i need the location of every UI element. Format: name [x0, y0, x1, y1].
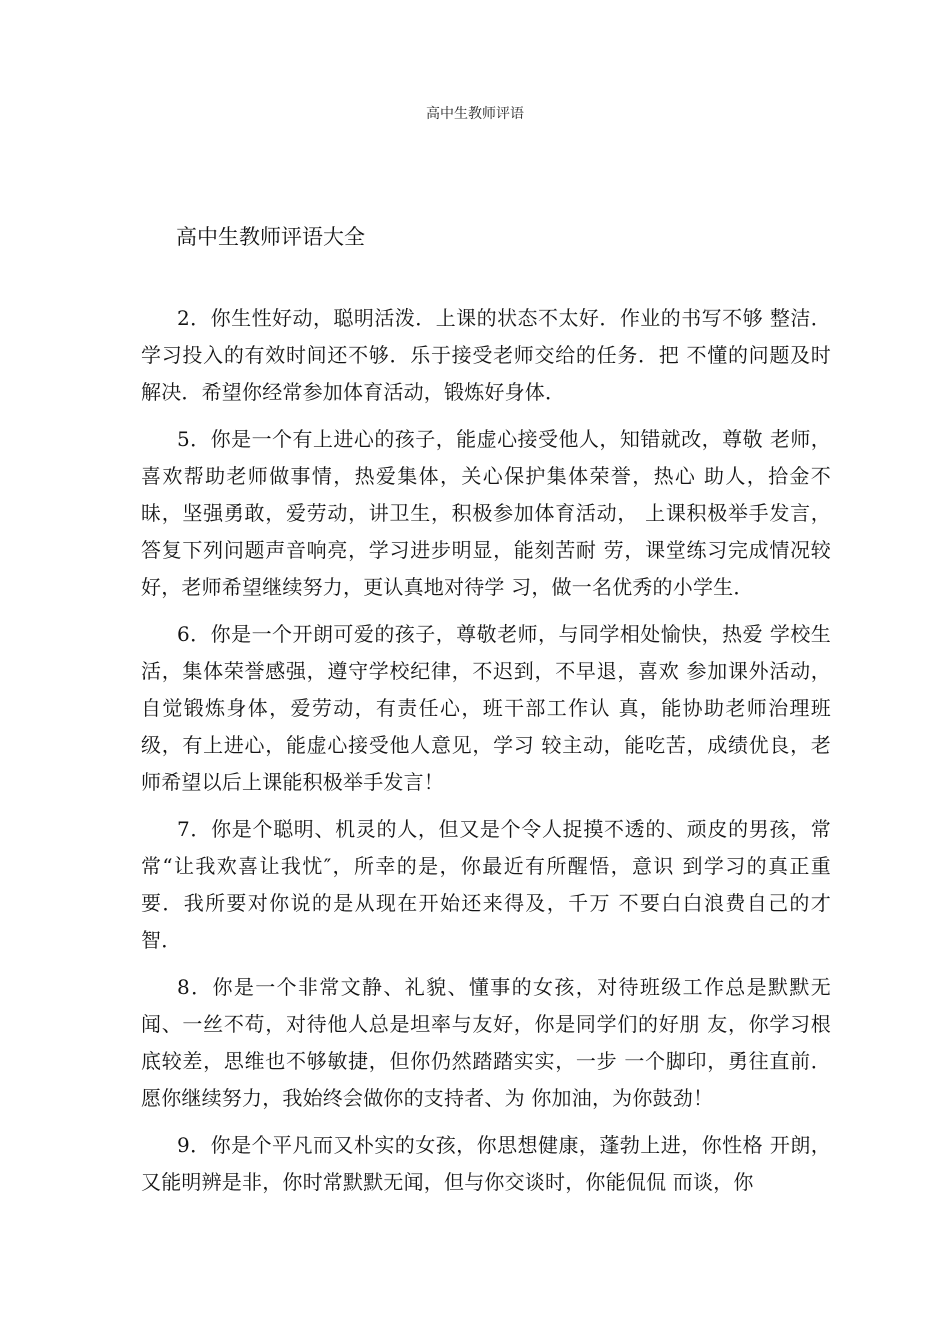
document-title: 高中生教师评语大全	[176, 225, 365, 249]
running-header: 高中生教师评语	[426, 106, 524, 122]
comment-paragraph-9: 9．你是个平凡而又朴实的女孩，你思想健康，蓬勃上进，你性格 开朗，又能明辨是非，你时常默默无闻，但与你交谈时，你能侃侃 而谈，你	[141, 1133, 831, 1194]
comment-paragraph-7: 7．你是个聪明、机灵的人，但又是个令人捉摸不透的、顽皮的男孩，常常“让我欢喜让我忧″，所幸的是，你最近有所醒悟，意识 到学习的真正重要．我所要对你说的是从现在开始还来得及，千万 不要白白浪费自己的才智．	[141, 817, 831, 952]
comment-paragraph-6: 6．你是一个开朗可爱的孩子，尊敬老师，与同学相处愉快，热爱 学校生活，集体荣誉感强，遵守学校纪律，不迟到，不早退，喜欢 参加课外活动，自觉锻炼身体，爱劳动，有责任心，班干部工作认 真，能协助老师治理班级，有上进心，能虚心接受他人意见，学习 较主动，能吃苦，成绩优良，老师希望以后上课能积极举手发言！	[141, 622, 831, 794]
comment-paragraph-8: 8．你是一个非常文静、礼貌、懂事的女孩，对待班级工作总是默默无闻、一丝不苟，对待他人总是坦率与友好，你是同学们的好朋 友，你学习根底较差，思维也不够敏捷，但你仍然踏踏实实，一步 一个脚印，勇往直前．愿你继续努力，我始终会做你的支持者、为 你加油，为你鼓劲！	[141, 975, 831, 1110]
document-body	[141, 300, 831, 1211]
comment-paragraph-2: 2．你生性好动，聪明活泼．上课的状态不太好．作业的书写不够 整洁．学习投入的有效时间还不够．乐于接受老师交给的任务．把 不懂的问题及时解决．希望你经常参加体育活动，锻炼好身体．	[141, 306, 831, 404]
comment-paragraph-5: 5．你是一个有上进心的孩子，能虚心接受他人，知错就改，尊敬 老师，喜欢帮助老师做事情，热爱集体，关心保护集体荣誉，热心 助人，拾金不昧，坚强勇敢，爱劳动，讲卫生，积极参加体育活动， 上课积极举手发言，答复下列问题声音响亮，学习进步明显，能刻苦耐 劳，课堂练习完成情况较好，老师希望继续努力，更认真地对待学 习，做一名优秀的小学生．	[141, 427, 831, 599]
